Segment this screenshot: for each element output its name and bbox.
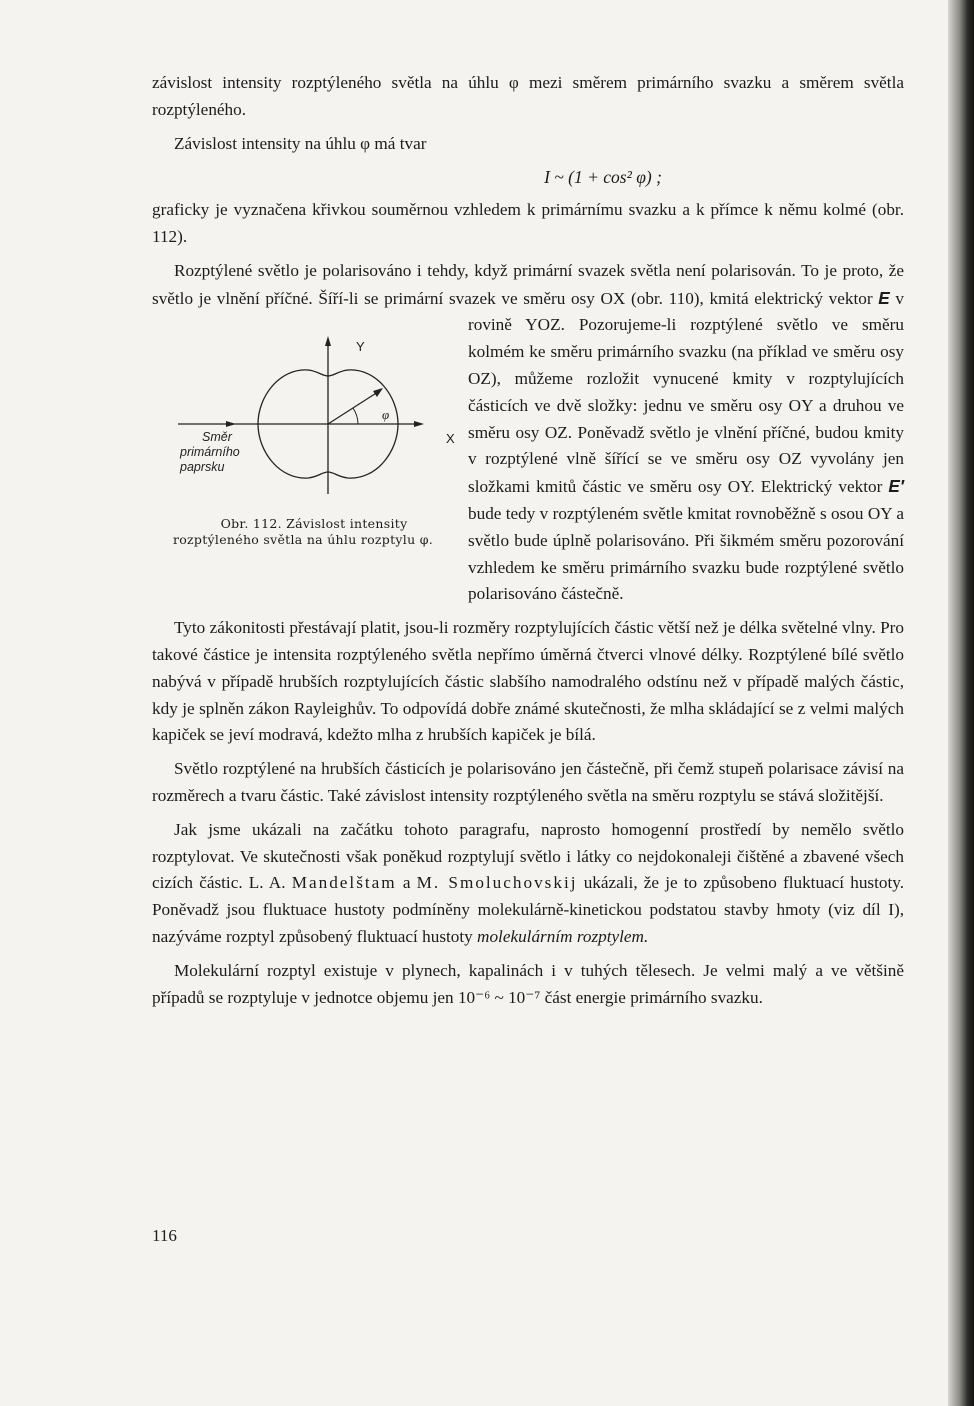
paragraph-8: Molekulární rozptyl existuje v plynech, kapalinách i v tuhých tělesech. Je velmi malý a ve většině případů se rozptyluje v jednotce objemu jen 10⁻⁶ ~ 10⁻⁷ část energie primárního svazku. [152,960,904,1007]
paragraph-4 [152,258,904,608]
paragraph-4-end: bude tedy v rozptýleném světle kmitat rovnoběžně s osou OY a světlo bude úplně polarisováno. Při šikmém směru pozorování vzhledem ke směru primárního svazku bude rozptýlené světlo polarisováno částečně. [468,503,904,604]
paragraph-7-end: ukázali, že je to způsobeno fluktuací hustoty. Poněvadž jsou fluktuace hustoty podmíněny molekulárně-kinetickou podstatou stavby hmoty (viz díl I), nazýváme rozptyl způsobený fluktuací hustoty [152,873,905,946]
paragraph-4-start: Rozptýlené světlo je polarisováno i tehdy, když primární svazek světla není polarisován. To je proto, že světlo je vlnění příčné. Šíří-li se primární svazek ve směru osy OX (obr. 110), kmitá elektrický vektor [152,260,904,308]
axis-x-label: X [446,431,455,447]
paragraph-4-mid: v rovině YOZ. Pozorujeme-li rozptýlené světlo ve směru kolmém ke směru primárního svazku (na příklad ve směru osy OZ), můžeme rozložit vynucené kmity v rozptylujících částicích ve dvě složky: jednu ve směru osy OY a druhou ve směru osy OZ. Poněvadž světlo je vlnění příčné, budou kmity v rozptýlené vlně šířící se ve směru osy OZ vyvolány jen složkami kmitů částic ve směru osy OY. Elektrický vektor [468,288,904,497]
paragraph-1: závislost intensity rozptýleného světla na úhlu φ mezi směrem primárního svazku a směrem světla rozptýleného. [152,73,904,119]
author-smoluchovskij: M. Smoluchovskij [416,873,578,893]
formula-intensity: I ~ (1 + cos² φ) ; [544,167,662,188]
figure-112 [152,316,455,586]
paragraph-5: Tyto zákonitosti přestávají platit, jsou-li rozměry rozptylujících částic větší než je délka světelné vlny. Pro takové částice je intensita rozptýleného světla nepřímo úměrná čtverci vlnové délky. Rozptýlené bílé světlo nabývá v případě hrubších rozptylujících částic slabšího namodralého odstínu než v případě malých částic, kdy je splněn zákon Rayleighův. To odpovídá dobře známé skutečnosti, že mlha skládající se z velmi malých kapiček se jeví modravá, kdežto mlha z hrubších kapiček je bílá. [152,618,904,745]
vector-e-prime: E′ [888,476,905,497]
polar-intensity-diagram [152,316,452,516]
page-number: 116 [152,1226,177,1245]
paragraph-2: Závislost intensity na úhlu φ má tvar [174,133,427,153]
paragraph-7-start: Jak jsme ukázali na začátku tohoto paragrafu, naprosto homogenní prostředí by nemělo světlo rozptylovat. Ve skutečnosti však poněkud rozptylují světlo i látky co nejdokonaleji čištěné a zbavené všech cizích částic. L. A. [152,819,904,893]
paragraph-7-and: a [402,873,411,893]
term-molecular-scattering: molekulárním rozptylem. [477,926,649,946]
page-text [152,70,904,1018]
axis-y-label: Y [356,339,365,355]
paragraph-3: graficky je vyznačena křivkou souměrnou vzhledem k primárnímu svazku a k přímce k němu kolmé (obr. 112). [152,200,904,246]
paragraph-7 [152,817,904,951]
figure-caption: Obr. 112. Závislost intensity rozptýleného světla na úhlu rozptylu φ. [172,516,434,548]
paragraph-6: Světlo rozptýlené na hrubších částicích je polarisováno jen částečně, při čemž stupeň polarisace závisí na rozměrech a tvaru částic. Také závislost intensity rozptýleného světla na směru rozptylu se stává složitější. [152,759,904,805]
page-edge-shadow [948,0,974,1406]
author-mandelstam: Mandelštam [291,873,397,893]
beam-direction-label: Směr primárního paprsku [180,430,240,475]
vector-e: E [878,287,890,308]
angle-phi-label: φ [382,407,390,423]
